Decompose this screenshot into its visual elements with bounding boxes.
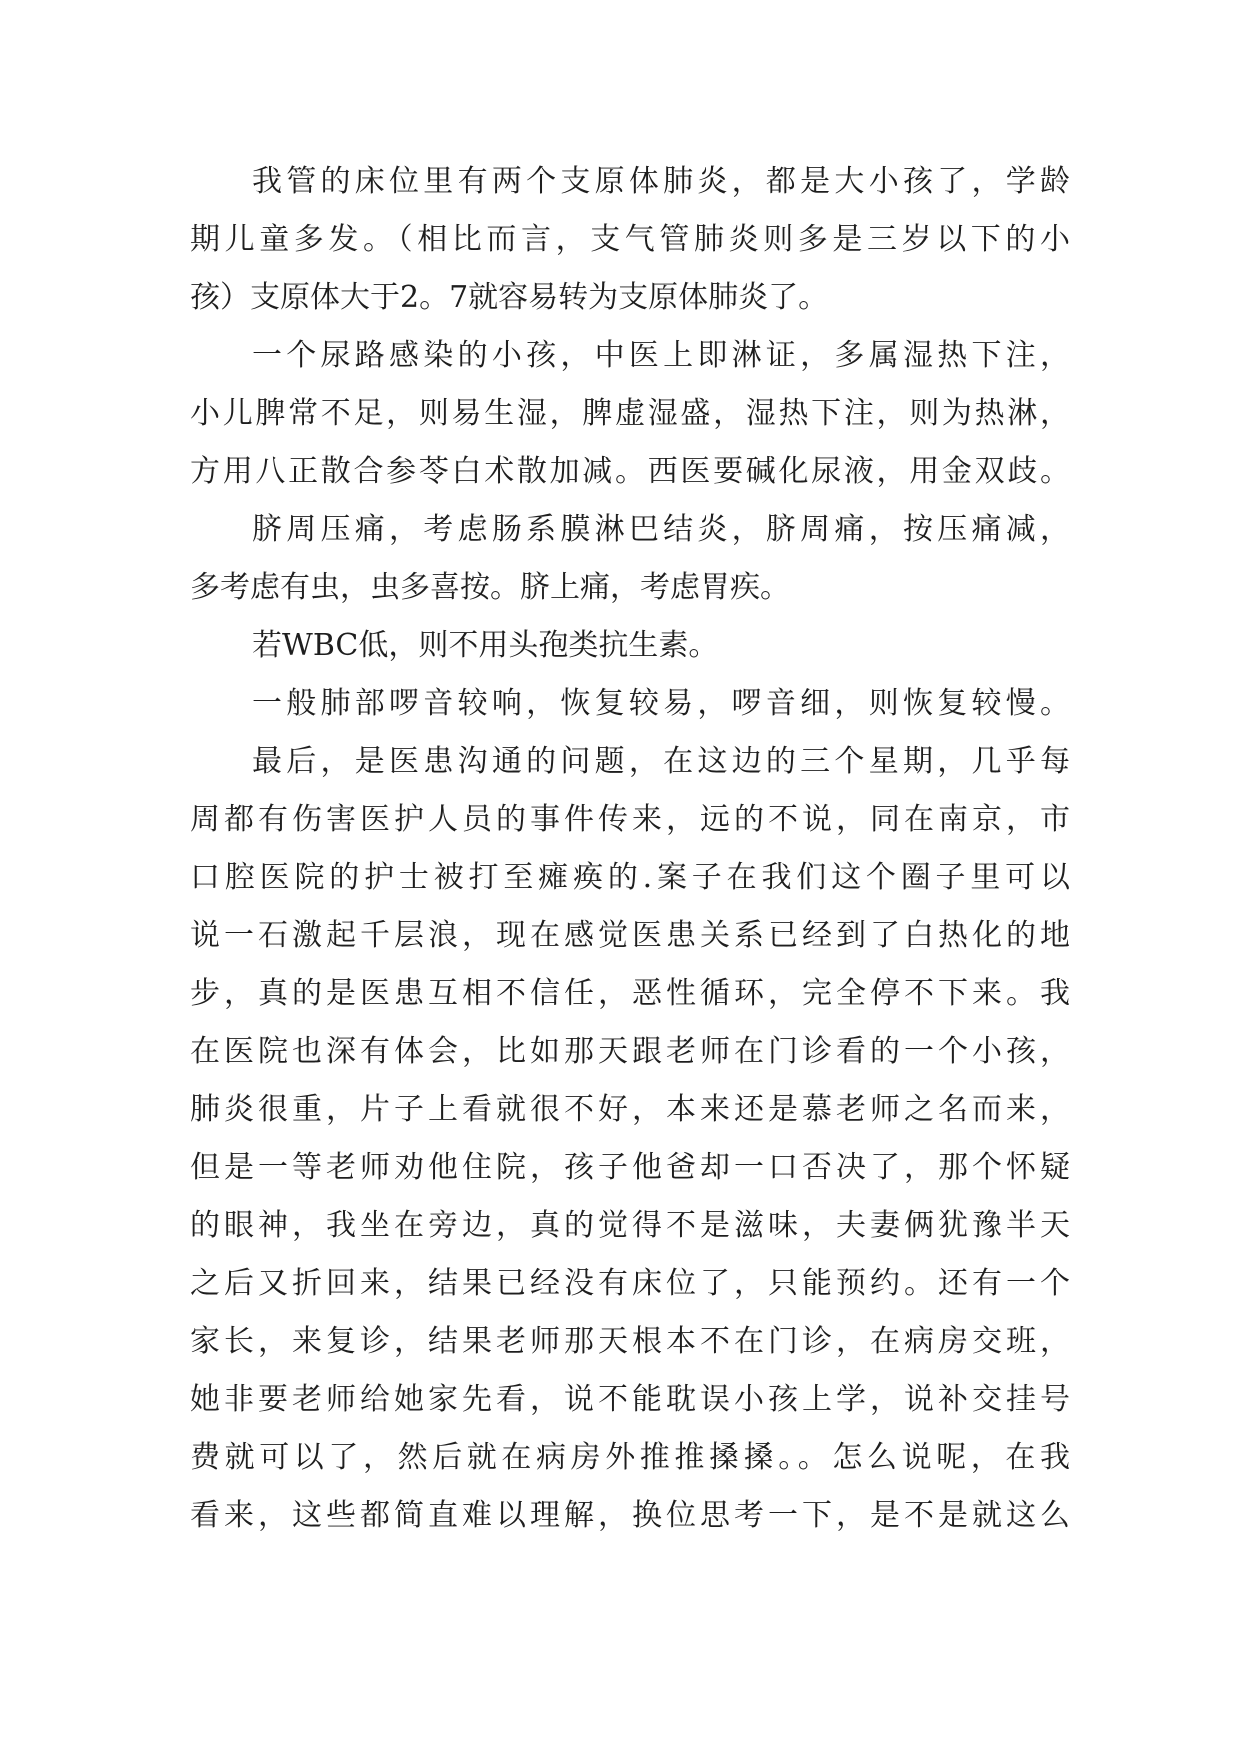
text-line: 小儿脾常不足，则易生湿，脾虚湿盛，湿热下注，则为热淋， <box>190 396 1070 431</box>
text-line: 但是一等老师劝他住院，孩子他爸却一口否决了，那个怀疑 <box>190 1150 1070 1185</box>
text-line: 期儿童多发。（相比而言，支气管肺炎则多是三岁以下的小 <box>190 222 1070 257</box>
text-line: 我管的床位里有两个支原体肺炎，都是大小孩了，学龄 <box>252 164 1070 199</box>
text-line: 最后，是医患沟通的问题，在这边的三个星期，几乎每 <box>252 744 1070 779</box>
text-line: 说一石激起千层浪，现在感觉医患关系已经到了白热化的地 <box>190 918 1070 953</box>
text-line: 多考虑有虫，虫多喜按。脐上痛，考虑胃疾。 <box>190 570 790 605</box>
text-line: 看来，这些都简直难以理解，换位思考一下，是不是就这么 <box>190 1498 1070 1533</box>
text-line: 她非要老师给她家先看，说不能耽误小孩上学，说补交挂号 <box>190 1382 1070 1417</box>
text-line: 家长，来复诊，结果老师那天根本不在门诊，在病房交班， <box>190 1324 1070 1359</box>
text-line: 肺炎很重，片子上看就很不好，本来还是慕老师之名而来， <box>190 1092 1070 1127</box>
text-line: 的眼神，我坐在旁边，真的觉得不是滋味，夫妻俩犹豫半天 <box>190 1208 1070 1243</box>
text-line: 脐周压痛，考虑肠系膜淋巴结炎，脐周痛，按压痛减， <box>252 512 1070 547</box>
text-line: 孩）支原体大于2。7就容易转为支原体肺炎了。 <box>190 280 829 315</box>
text-line: 步，真的是医患互相不信任，恶性循环，完全停不下来。我 <box>190 976 1070 1011</box>
text-line: 在医院也深有体会，比如那天跟老师在门诊看的一个小孩， <box>190 1034 1070 1069</box>
text-line: 之后又折回来，结果已经没有床位了，只能预约。还有一个 <box>190 1266 1070 1301</box>
text-line: 口腔医院的护士被打至瘫痪的.案子在我们这个圈子里可以 <box>190 860 1070 895</box>
text-line: 周都有伤害医护人员的事件传来，远的不说，同在南京，市 <box>190 802 1070 837</box>
text-line: 一般肺部啰音较响，恢复较易，啰音细，则恢复较慢。 <box>252 686 1070 721</box>
text-line: 方用八正散合参苓白术散加减。西医要碱化尿液，用金双歧。 <box>190 454 1070 489</box>
body-text <box>190 153 1070 1545</box>
text-line: 若WBC低，则不用头孢类抗生素。 <box>252 628 719 663</box>
text-line: 一个尿路感染的小孩，中医上即淋证，多属湿热下注， <box>252 338 1070 373</box>
text-line: 费就可以了，然后就在病房外推推搡搡。。怎么说呢，在我 <box>190 1440 1070 1475</box>
